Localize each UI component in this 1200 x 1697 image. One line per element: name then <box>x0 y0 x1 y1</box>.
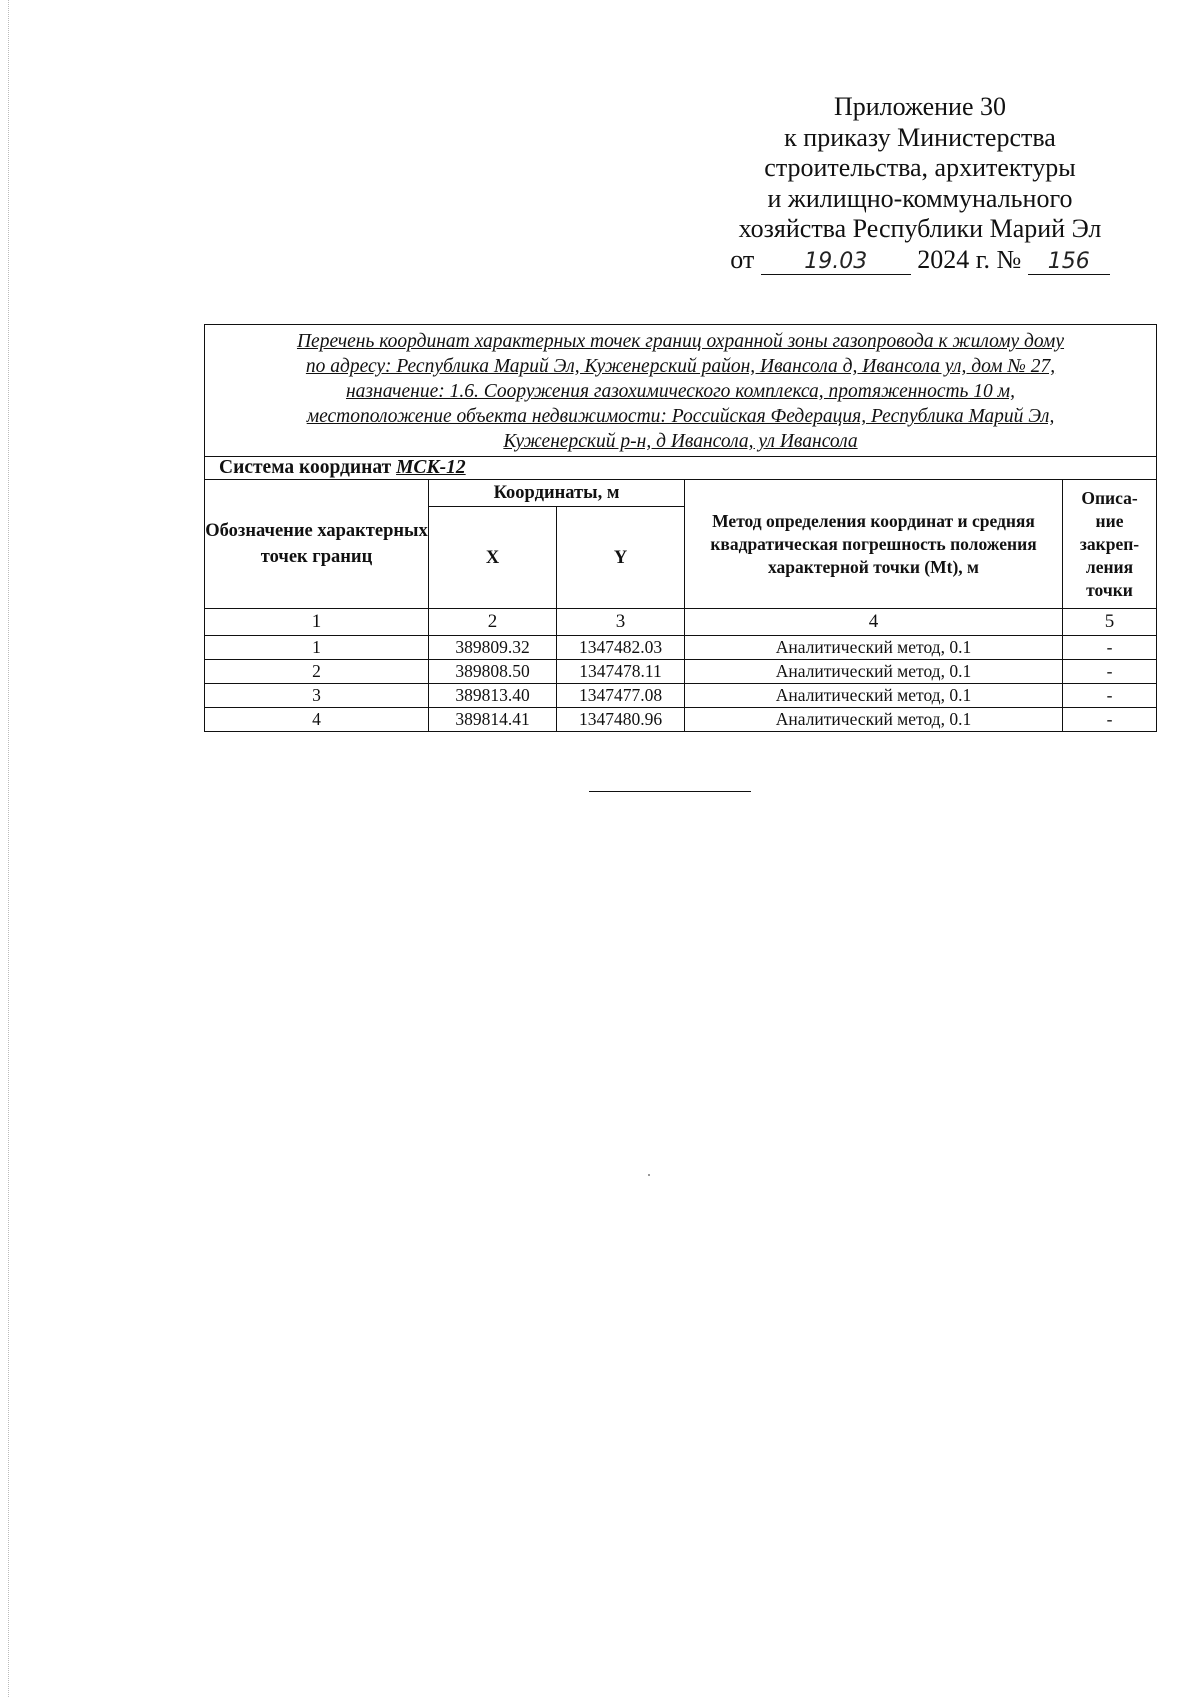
appendix-title: Приложение 30 <box>833 92 1007 121</box>
date-prefix: от <box>730 244 755 274</box>
column-number: 1 <box>205 609 429 636</box>
cell-description: - <box>1063 660 1157 684</box>
caption-line: Куженерский р-н, д Ивансола, ул Ивансола <box>503 431 858 452</box>
appendix-line-ministry-2: и жилищно-коммунального <box>767 183 1073 213</box>
scan-edge-artifact <box>8 0 10 1697</box>
header-description: Описа-ние закреп-ления точки <box>1063 480 1157 609</box>
cell-point: 1 <box>205 636 429 660</box>
scan-speck <box>648 1174 650 1176</box>
handwritten-order-number: 156 <box>1028 250 1110 275</box>
cell-method: Аналитический метод, 0.1 <box>685 660 1063 684</box>
header-y: Y <box>557 507 685 609</box>
cell-x: 389808.50 <box>429 660 557 684</box>
cell-method: Аналитический метод, 0.1 <box>685 684 1063 708</box>
cell-method: Аналитический метод, 0.1 <box>685 636 1063 660</box>
coordinate-system-label: Система координат <box>219 457 392 478</box>
header-x: X <box>429 507 557 609</box>
cell-x: 389814.41 <box>429 708 557 732</box>
caption-line: по адресу: Республика Марий Эл, Куженерский район, Ивансола д, Ивансола ул, дом № 27, <box>305 356 1056 377</box>
cell-method: Аналитический метод, 0.1 <box>685 708 1063 732</box>
cell-y: 1347477.08 <box>557 684 685 708</box>
table-caption <box>205 325 1157 457</box>
column-number: 2 <box>429 609 557 636</box>
coordinate-system-value: МСК-12 <box>396 457 466 478</box>
cell-point: 4 <box>205 708 429 732</box>
table-row <box>205 636 1157 660</box>
cell-y: 1347480.96 <box>557 708 685 732</box>
header-method: Метод определения координат и средняя квадратическая погрешность положения характерной точки (Mt), м <box>685 480 1063 609</box>
table-row <box>205 708 1157 732</box>
caption-line: назначение: 1.6. Сооружения газохимического комплекса, протяженность 10 м, <box>345 381 1016 402</box>
column-numbers-row <box>205 609 1157 636</box>
header-coordinates: Координаты, м <box>429 480 685 507</box>
appendix-header <box>700 92 1140 275</box>
column-number: 3 <box>557 609 685 636</box>
appendix-date-line <box>700 245 1140 276</box>
caption-line: Перечень координат характерных точек границ охранной зоны газопровода к жилому дому <box>296 331 1065 352</box>
cell-point: 2 <box>205 660 429 684</box>
coordinate-system-row <box>205 457 1157 480</box>
cell-y: 1347482.03 <box>557 636 685 660</box>
cell-description: - <box>1063 708 1157 732</box>
cell-x: 389813.40 <box>429 684 557 708</box>
cell-description: - <box>1063 684 1157 708</box>
appendix-line-order: к приказу Министерства <box>784 122 1056 152</box>
cell-description: - <box>1063 636 1157 660</box>
cell-point: 3 <box>205 684 429 708</box>
column-number: 5 <box>1063 609 1157 636</box>
year-label: 2024 г. № <box>917 244 1022 274</box>
caption-line: местоположение объекта недвижимости: Российская Федерация, Республика Марий Эл, <box>306 406 1055 427</box>
appendix-line-ministry: строительства, архитектуры <box>764 153 1076 182</box>
handwritten-date: 19.03 <box>761 250 911 275</box>
table-row <box>205 660 1157 684</box>
header-point: Обозначение характерных точек границ <box>205 480 429 609</box>
cell-x: 389809.32 <box>429 636 557 660</box>
appendix-line-republic: хозяйства Республики Марий Эл <box>738 214 1102 243</box>
end-of-document-rule <box>589 791 751 792</box>
coordinates-table <box>204 324 1157 732</box>
cell-y: 1347478.11 <box>557 660 685 684</box>
table-row <box>205 684 1157 708</box>
column-number: 4 <box>685 609 1063 636</box>
